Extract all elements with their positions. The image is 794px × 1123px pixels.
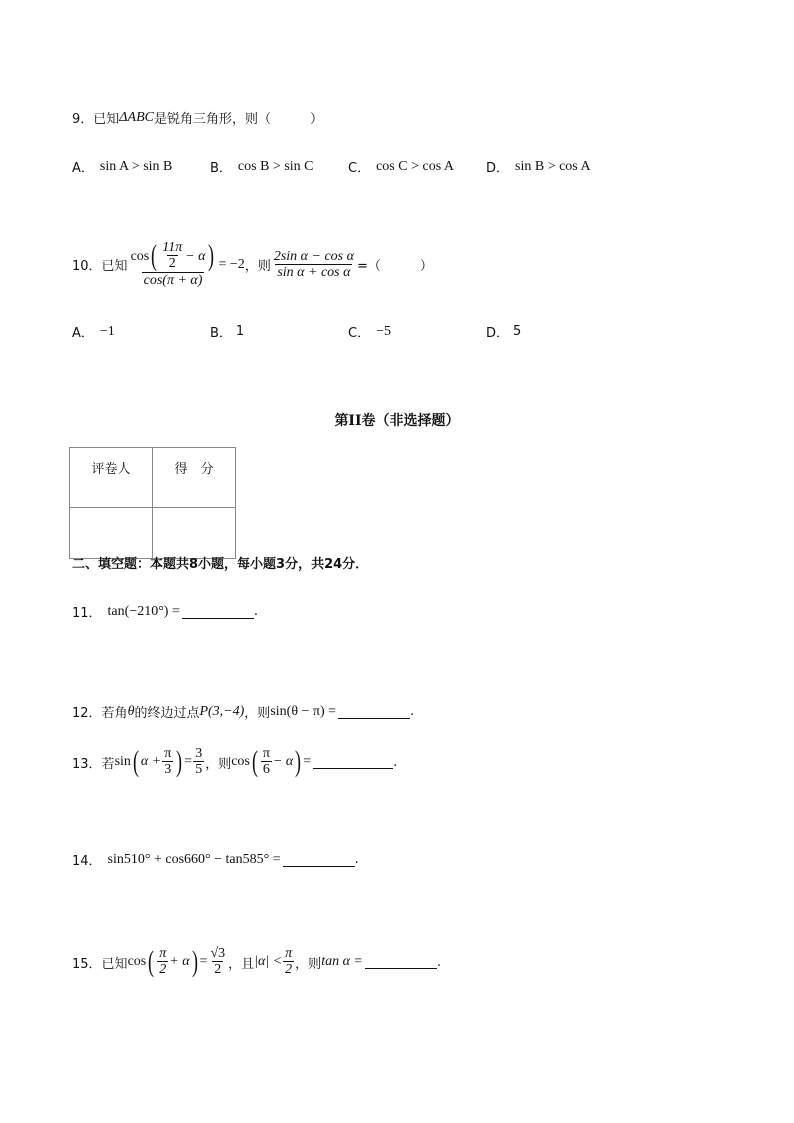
q12-number: 12． [72,706,102,721]
q15-then: ，则 [295,956,322,972]
q13-3-numerator: 3 [195,746,203,761]
q13-pi-over-3 [162,746,173,778]
q13-right-paren-1: ) [176,745,183,779]
score-table [69,447,236,559]
q10-option-b-expr: 1 [235,324,245,339]
q13-cos-label: cos [231,754,250,770]
q15-right-paren: ) [191,945,198,979]
question-15 [72,946,441,978]
q9-number: 9． [72,112,94,127]
q10-fraction-1 [129,240,218,290]
q15-sqrt3-over-2 [208,946,227,978]
q15-left-paren: ( [148,945,155,979]
q9-option-d-label: D． [486,161,510,176]
section-2-header: 二、填空题：本题共8小题，每小题3分，共24分． [72,557,369,572]
q12-stem: 若角 [101,706,128,721]
question-14 [72,850,359,869]
q12-expression: sin(θ − π) = [270,703,337,719]
q9-option-d-expr: sin B > cos A [515,158,591,174]
score-table-grader-header: 评卷人 [70,448,153,508]
q10-cos-label: cos [130,248,150,264]
q10-left-paren: ( [151,239,158,273]
question-13 [72,746,397,778]
q10-option-d-expr: 5 [513,324,522,339]
q12-answer-blank[interactable] [338,705,410,719]
q15-cos-label: cos [127,954,147,970]
q12-period: . [410,704,415,719]
q10-option-c[interactable] [348,322,391,341]
q9-option-a-expr: sin A > sin B [99,158,173,174]
q15-answer-blank[interactable] [365,955,437,969]
q15-tan-expr: tan α = [321,954,363,970]
q13-pi-numerator: π [164,746,172,761]
q9-option-b-expr: cos B > sin C [237,158,314,174]
q10-fraction-2 [272,249,356,281]
q10-inner-numerator: 11π [162,240,183,255]
q10-right-paren: ) [207,239,214,273]
q11-expression: tan(−210°) = [107,603,180,619]
q15-abs-alpha: |α| < [254,954,283,970]
q12-stem-2: 的终边过点 [134,706,200,721]
q15-and: ，且 [228,956,255,972]
q10-option-c-expr: −5 [376,323,391,339]
q11-answer-blank[interactable] [182,605,254,619]
q13-pi-numerator-2: π [262,746,270,761]
question-11 [72,602,258,621]
q9-option-c[interactable] [348,157,454,176]
q10-inner-denominator: 2 [168,256,176,272]
q13-number: 13． [72,756,102,772]
q13-left-paren-1: ( [132,745,139,779]
score-table-score-header: 得 分 [153,448,236,508]
q13-alpha-plus: α + [140,754,162,770]
q10-fraction-2-denominator: sin α + cos α [277,264,351,280]
q13-6-denominator: 6 [262,762,270,778]
q13-stem: 若 [101,756,115,772]
q13-answer-blank[interactable] [313,755,393,769]
q9-option-d[interactable] [486,157,591,176]
q13-period: . [393,754,398,770]
q10-option-a[interactable] [72,322,115,341]
q12-then: ，则 [244,706,271,721]
q15-2-denominator: 2 [159,962,167,978]
q10-fraction-2-numerator: 2sin α − cos α [273,248,354,264]
q13-pi-over-6 [261,746,272,778]
q9-stem-tail: 是锐角三角形，则（ ） [153,112,323,127]
q14-answer-blank[interactable] [283,853,355,867]
q10-fraction-1-denominator: cos(π + α) [143,273,203,289]
q10-equals-value: = −2 [218,256,245,272]
score-table-grader-cell[interactable] [70,508,153,559]
q15-2-denominator-2: 2 [214,962,222,978]
q13-equals-1: = [184,754,193,770]
q15-plus-alpha: + α [169,954,190,970]
q14-period: . [354,852,359,867]
q9-stem: 已知 [93,112,120,127]
q15-pi-numerator: π [159,946,167,961]
q10-answer-paren: =（ ） [356,259,433,275]
q14-expression: sin510° + cos660° − tan585° = [107,851,281,867]
q15-equals: = [199,954,208,970]
section-title: 第II卷（非选择题） [334,413,460,429]
q15-stem: 已知 [101,956,128,972]
q12-theta: θ [127,703,135,719]
q13-sin-label: sin [114,754,131,770]
q13-then: ，则 [205,756,232,772]
q9-option-c-expr: cos C > cos A [376,158,454,174]
q15-pi-numerator-2: π [285,946,293,961]
q11-period: . [253,604,259,619]
q13-right-paren-2: ) [295,745,302,779]
q10-option-a-label: A． [72,326,94,341]
q15-pi-over-2-bound [283,946,294,978]
question-9 [72,108,323,127]
q13-5-denominator: 5 [195,762,203,778]
q13-minus-alpha: − α [272,754,294,770]
q9-option-c-label: C． [348,161,371,176]
q15-pi-over-2 [157,946,168,978]
q10-stem: 已知 [101,259,128,275]
q9-triangle: ΔABC [119,109,154,125]
q15-period: . [436,954,442,970]
q13-three-fifths [193,746,204,778]
score-table-score-cell[interactable] [153,508,236,559]
q10-number: 10． [72,259,102,275]
q12-point: P(3,−4) [199,703,245,719]
q13-left-paren-2: ( [251,745,258,779]
q10-option-d[interactable] [486,322,521,341]
question-10 [72,240,433,290]
q9-option-b[interactable] [210,157,314,176]
q9-option-b-label: B． [210,161,232,176]
q15-sqrt3-numerator: √3 [210,946,226,961]
q10-option-b-label: B． [210,326,232,341]
q11-number: 11． [72,606,102,621]
q10-option-b[interactable] [210,322,244,341]
question-12 [72,702,414,721]
q10-option-d-label: D． [486,326,510,341]
q9-option-a-label: A． [72,161,94,176]
q10-then: ，则 [244,259,271,275]
q10-inner-fraction [160,240,184,272]
q15-number: 15． [72,956,102,972]
q9-option-a[interactable] [72,157,172,176]
q10-option-c-label: C． [348,326,371,341]
q13-3-denominator: 3 [164,762,172,778]
q10-inner-tail: − α [185,248,206,264]
q10-option-a-expr: −1 [99,323,115,339]
q13-equals-2: = [303,754,312,770]
q14-number: 14． [72,854,102,869]
q15-2-denominator-3: 2 [285,962,293,978]
